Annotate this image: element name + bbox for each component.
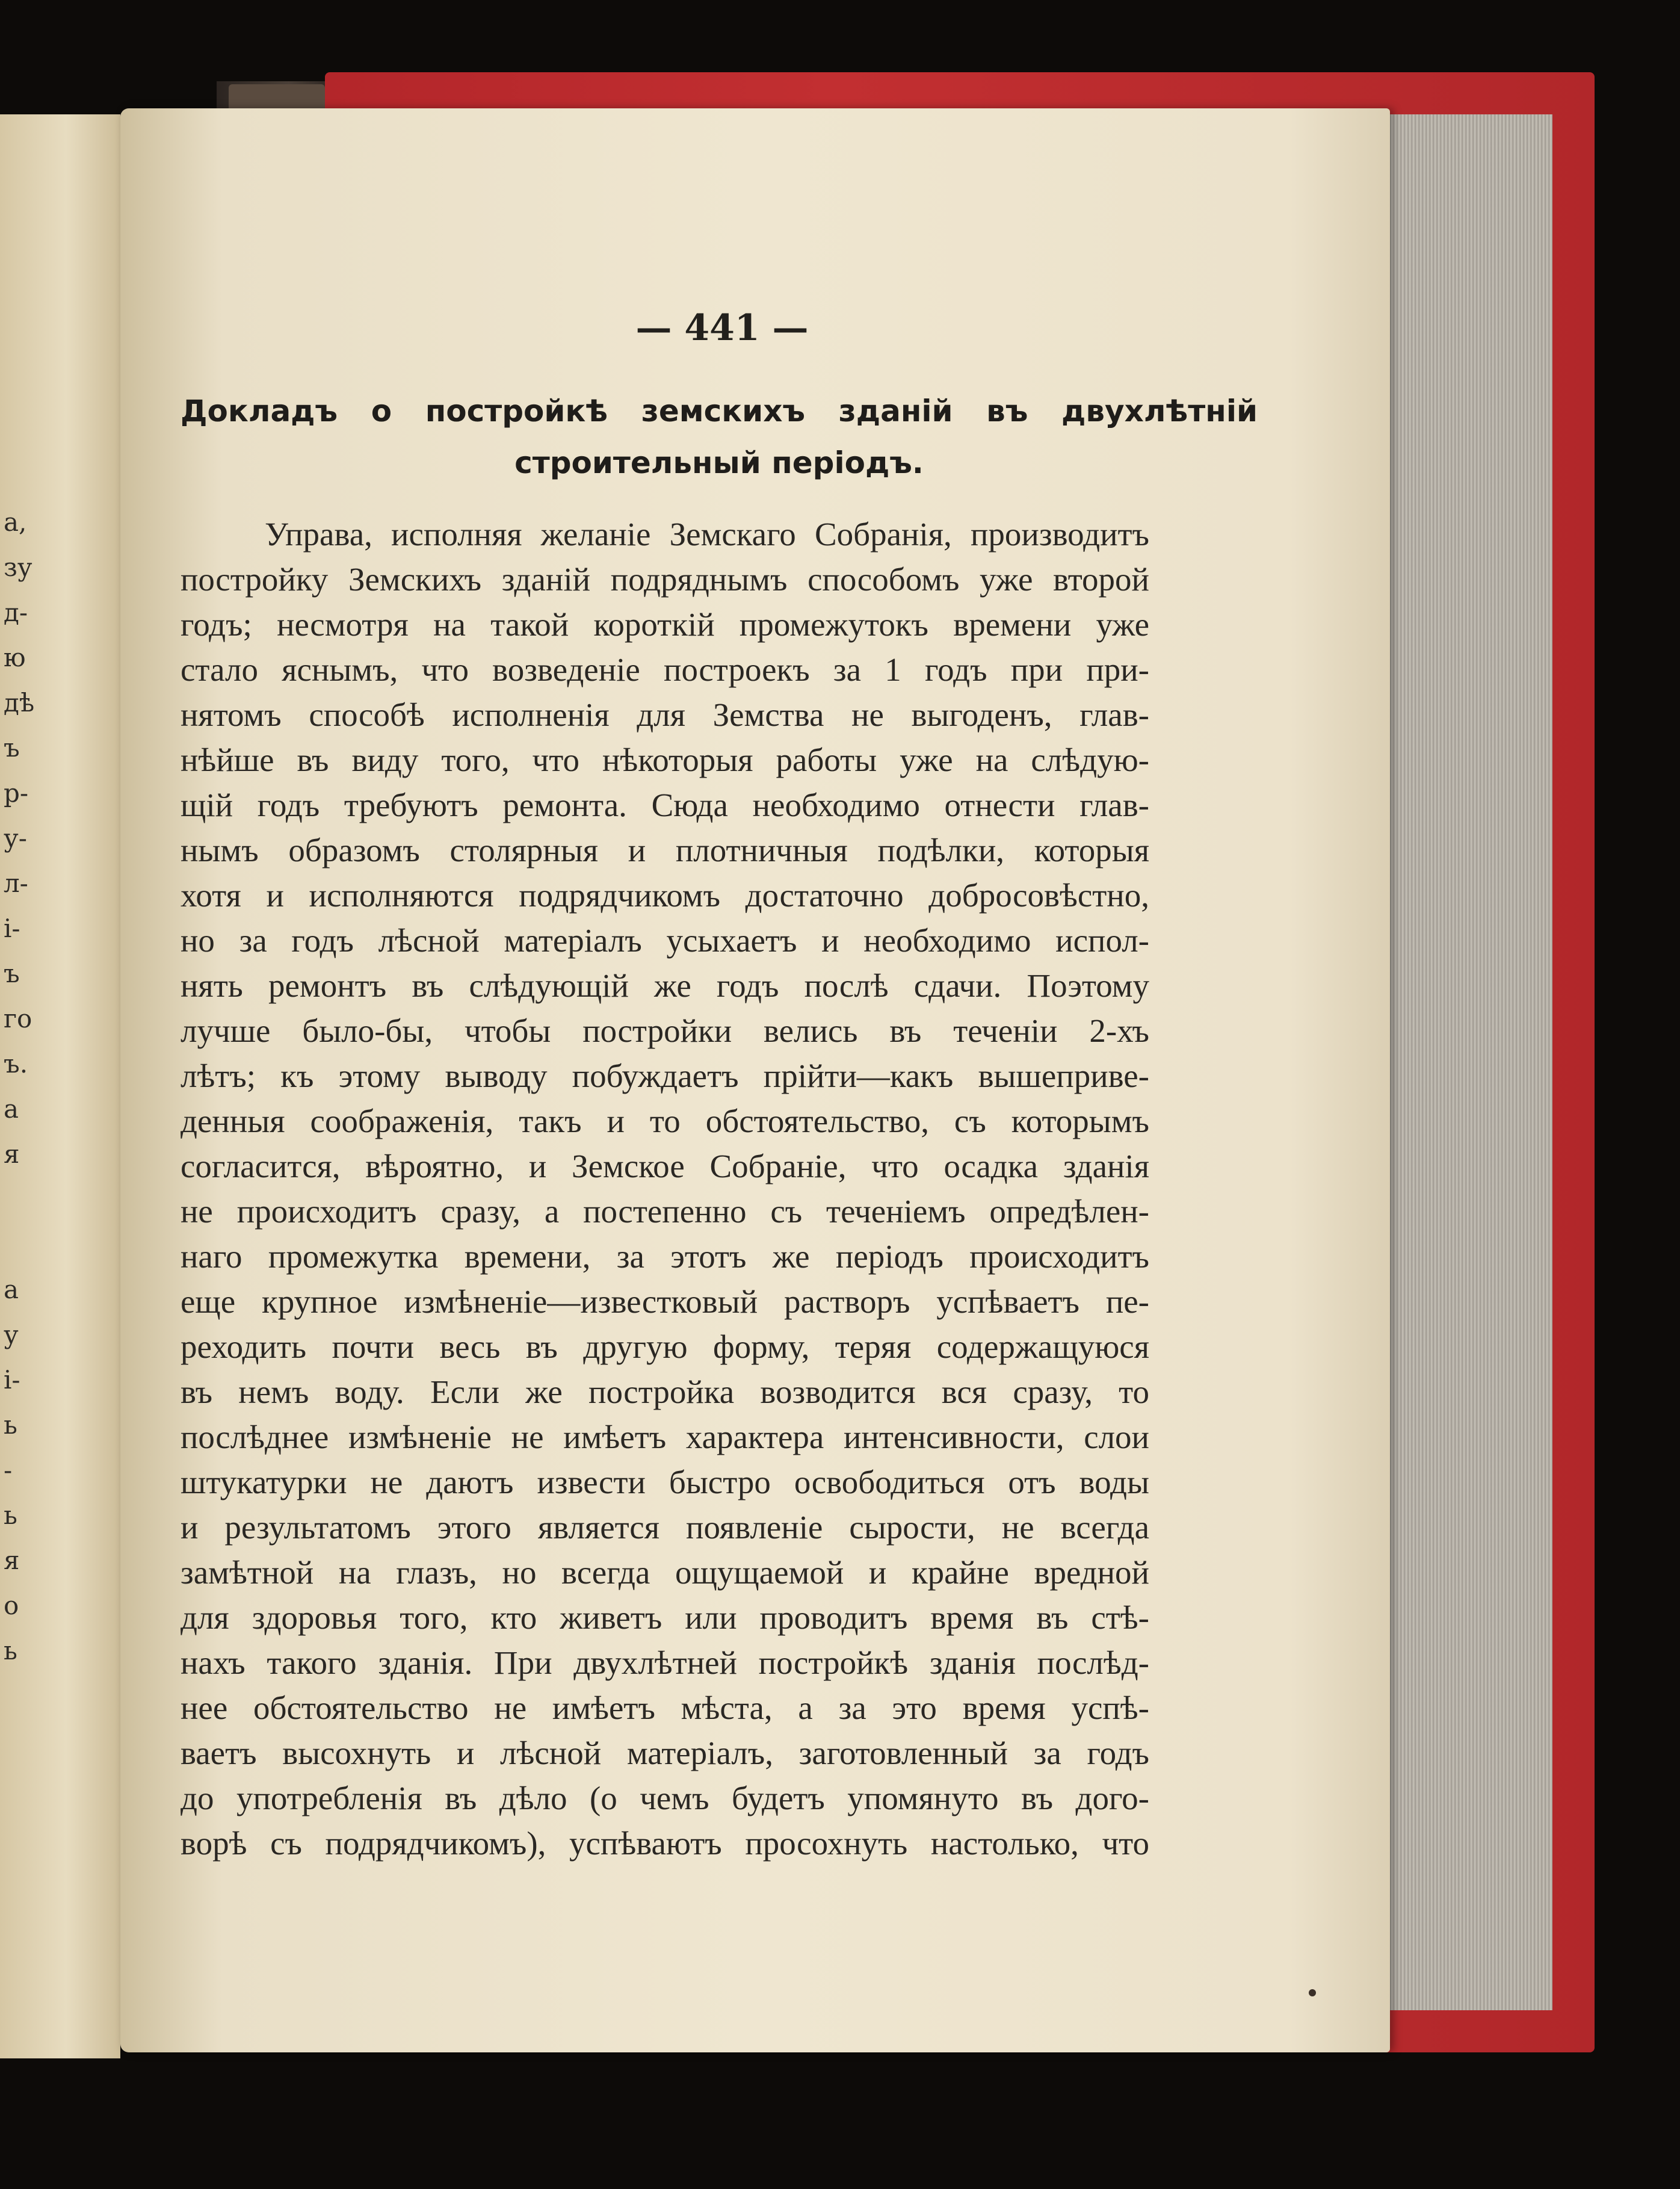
text-line: ворѣ съ подрядчикомъ), успѣваютъ просохнуть настолько, что (181, 1825, 1149, 1862)
left-page-line: ь (4, 1636, 17, 1665)
text-line: Управа, исполняя желаніе Земскаго Собранія, производитъ (265, 516, 1149, 553)
left-page-line: а (4, 1275, 19, 1304)
left-page-line: р- (4, 778, 29, 808)
left-page-line: ь (4, 1410, 17, 1440)
text-line: стало яснымъ, что возведеніе построекъ за 1 годъ при при- (181, 651, 1149, 688)
text-line: еще крупное измѣненіе—известковый растворъ успѣваетъ пе- (181, 1283, 1149, 1320)
text-line: нятомъ способѣ исполненія для Земства не выгоденъ, глав- (181, 696, 1149, 733)
text-line: ваетъ высохнуть и лѣсной матеріалъ, заготовленный за годъ (181, 1735, 1149, 1771)
left-page-line: д- (4, 598, 28, 627)
page-number: — 441 — (635, 307, 809, 349)
left-page-line (0, 1222, 60, 1267)
text-line: денныя соображенія, такъ и то обстоятельство, съ которымъ (181, 1103, 1149, 1139)
text-line: лучше было-бы, чтобы постройки велись въ теченіи 2-хъ (181, 1012, 1149, 1049)
text-line: лѣтъ; къ этому выводу побуждаетъ прійти—какъ вышеприве- (181, 1057, 1149, 1094)
left-page-line: го (4, 1004, 32, 1033)
left-page-line: ъ (4, 733, 20, 763)
text-line: до употребленія въ дѣло (о чемъ будетъ упомянуто въ дого- (181, 1780, 1149, 1816)
text-line: и результатомъ этого является появленіе сырости, не всегда (181, 1509, 1149, 1546)
text-line: для здоровья того, кто живетъ или проводитъ время въ стѣ- (181, 1599, 1149, 1636)
text-line: наго промежутка времени, за этотъ же періодъ происходитъ (181, 1238, 1149, 1275)
left-page-line: - (4, 1455, 13, 1485)
left-page-line: а, (4, 507, 27, 537)
left-page-line: і- (4, 1365, 20, 1395)
title-line-2: строительный періодъ. (514, 445, 924, 480)
left-page-line: я (4, 1546, 20, 1575)
left-page-line (0, 1177, 60, 1222)
text-line: хотя и исполняются подрядчикомъ достаточно добросовѣстно, (181, 877, 1149, 914)
left-page-line: зу (4, 553, 32, 582)
left-page-line: і- (4, 914, 20, 943)
title-line-1: Докладъ о постройкѣ земскихъ зданій въ двухлѣтній (181, 394, 1258, 429)
page-stack-edge (1372, 114, 1552, 2010)
text-line: постройку Земскихъ зданій подряднымъ способомъ уже второй (181, 561, 1149, 598)
left-page-line: о (4, 1591, 19, 1620)
text-line: согласится, вѣроятно, и Земское Собраніе, что осадка зданія (181, 1148, 1149, 1184)
left-page-line: у- (4, 823, 27, 853)
text-line: штукатурки не даютъ извести быстро освободиться отъ воды (181, 1464, 1149, 1500)
left-page-line: ь (4, 1500, 17, 1530)
text-line: нахъ такого зданія. При двухлѣтней постройкѣ зданія послѣд- (181, 1644, 1149, 1681)
text-line: нѣйше въ виду того, что нѣкоторыя работы уже на слѣдую- (181, 742, 1149, 778)
left-page-line: ъ (4, 959, 20, 988)
document-title (181, 385, 1258, 489)
text-line: реходить почти весь въ другую форму, теряя содержащуюся (181, 1328, 1149, 1365)
left-page-text (0, 500, 60, 1673)
text-line: въ немъ воду. Если же постройка возводится вся сразу, то (181, 1373, 1149, 1410)
text-line: послѣднее измѣненіе не имѣетъ характера интенсивности, слои (181, 1419, 1149, 1455)
text-line: годъ; несмотря на такой короткій промежутокъ времени уже (181, 606, 1149, 643)
text-line: щій годъ требуютъ ремонта. Сюда необходимо отнести глав- (181, 787, 1149, 823)
body-text (181, 512, 1149, 1866)
left-page-line: ъ. (4, 1049, 28, 1079)
right-page (120, 108, 1390, 2052)
left-page-line: л- (4, 868, 28, 898)
left-page-line: дѣ (4, 688, 35, 717)
text-line: нее обстоятельство не имѣетъ мѣста, а за это время успѣ- (181, 1689, 1149, 1726)
left-page-line: я (4, 1139, 20, 1169)
text-line: замѣтной на глазъ, но всегда ощущаемой и крайне вредной (181, 1554, 1149, 1591)
left-page-line: а (4, 1094, 19, 1124)
text-line: нять ремонтъ въ слѣдующій же годъ послѣ сдачи. Поэтому (181, 967, 1149, 1004)
text-line: но за годъ лѣсной матеріалъ усыхаетъ и необходимо испол- (181, 922, 1149, 959)
text-line: нымъ образомъ столярныя и плотничныя подѣлки, которыя (181, 832, 1149, 868)
text-line: не происходитъ сразу, а постепенно съ теченіемъ опредѣлен- (181, 1193, 1149, 1230)
left-page-line: у (4, 1320, 19, 1349)
left-page-line: ю (4, 643, 26, 672)
left-page (0, 114, 120, 2058)
paper-speck (1309, 1989, 1316, 1996)
